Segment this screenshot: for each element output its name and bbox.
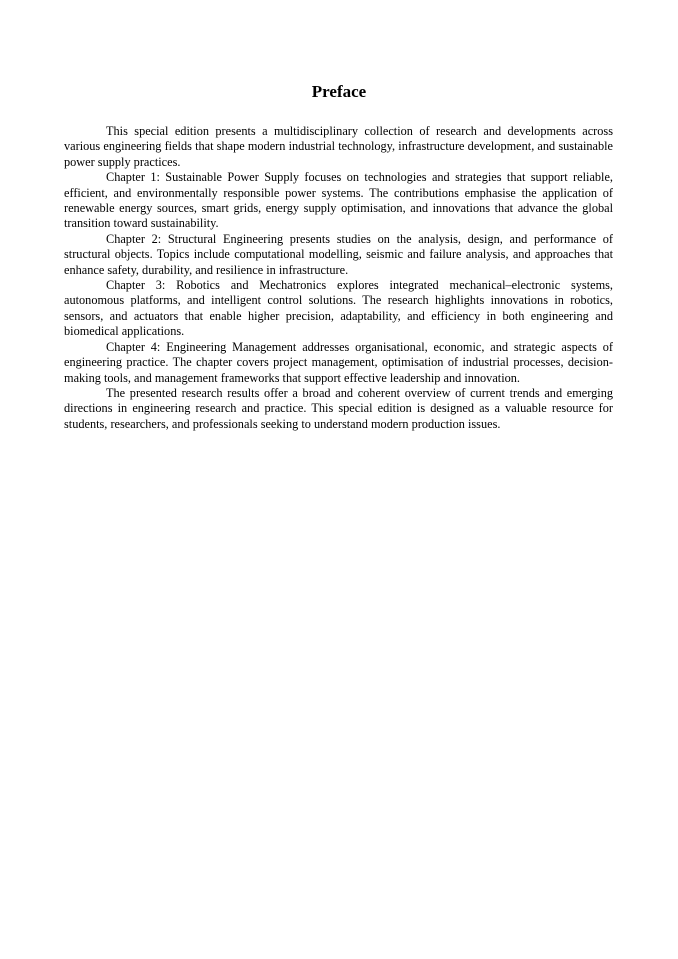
preface-body — [64, 124, 613, 432]
paragraph-intro: This special edition presents a multidisciplinary collection of research and developments across various engineering fields that shape modern industrial technology, infrastructure development, and sustainable power supply practices. — [64, 124, 613, 169]
paragraph-chapter-1: Chapter 1: Sustainable Power Supply focuses on technologies and strategies that support reliable, efficient, and environmentally responsible power systems. The contributions emphasise the application of renewable energy sources, smart grids, energy supply optimisation, and innovations that advance the global transition toward sustainability. — [64, 170, 613, 231]
paragraph-conclusion: The presented research results offer a broad and coherent overview of current trends and emerging directions in engineering research and practice. This special edition is designed as a valuable resource for students, researchers, and professionals seeking to understand modern production issues. — [64, 385, 613, 431]
paragraph-chapter-3: Chapter 3: Robotics and Mechatronics explores integrated mechanical–electronic systems, autonomous platforms, and intelligent control solutions. The research highlights innovations in robotics, sensors, and actuators that enable higher precision, adaptability, and efficiency in both engineering and biomedical applications. — [64, 278, 613, 339]
page-title: Preface — [311, 82, 367, 101]
paragraph-chapter-4: Chapter 4: Engineering Management addresses organisational, economic, and strategic aspects of engineering practice. The chapter covers project management, optimisation of industrial processes, decision-making tools, and management frameworks that support effective leadership and innovation. — [64, 339, 613, 385]
paragraph-chapter-2: Chapter 2: Structural Engineering presents studies on the analysis, design, and performance of structural objects. Topics include computational modelling, seismic and failure analysis, and approaches that enhance safety, durability, and resilience in infrastructure. — [64, 231, 613, 277]
